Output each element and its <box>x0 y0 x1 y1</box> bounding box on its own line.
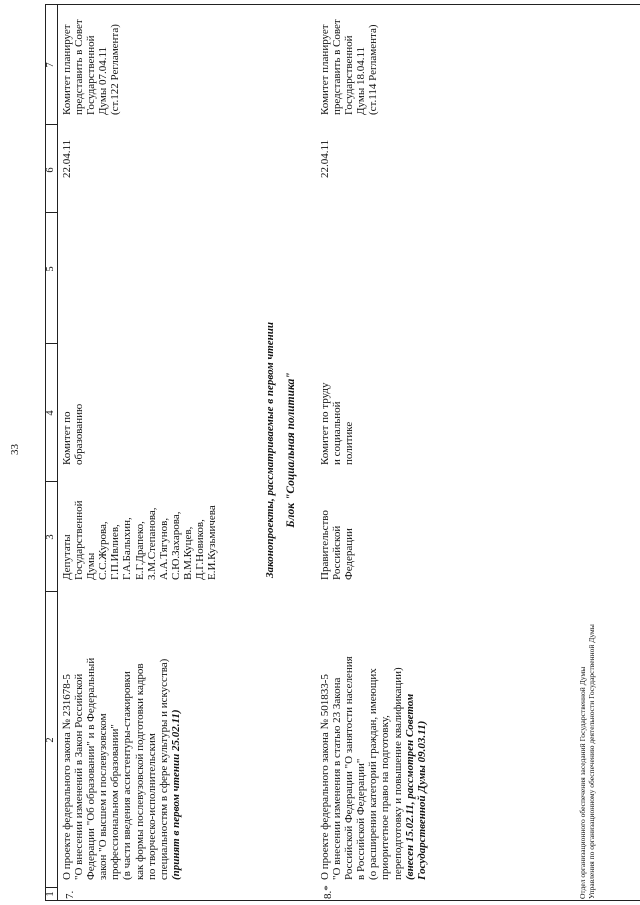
bill-authors: Правительство Российской Федерации <box>319 510 356 580</box>
review-date: 22.04.11 <box>319 139 331 178</box>
col-divider-2-3 <box>45 591 57 592</box>
table-top-line <box>45 5 46 901</box>
col-header-7: 7 <box>45 62 56 68</box>
review-date: 22.04.11 <box>61 139 73 178</box>
table-header-line <box>57 5 58 901</box>
col-header-1: 1 <box>45 891 56 897</box>
col-header-4: 4 <box>45 410 56 416</box>
responsible-committee: Комитет по образованию <box>61 403 86 465</box>
page-number: 33 <box>9 444 21 455</box>
table-left-line <box>45 900 640 901</box>
section-heading: Законопроекты, рассматриваемые в первом чтении <box>264 322 276 578</box>
col-divider-3-4 <box>45 481 57 482</box>
table-right-line <box>45 4 640 5</box>
col-header-3: 3 <box>45 534 56 540</box>
footer-department: Отдел организационного обеспечения заседаний Государственной Думы Управления по организационному обеспечению деятельности Государственной Думы <box>578 624 596 899</box>
col-divider-4-5 <box>45 343 57 344</box>
committee-plan: Комитет планирует представить в Совет Государственной Думы 18.04.11 (ст.114 Регламента) <box>319 19 380 115</box>
col-divider-6-7 <box>45 124 57 125</box>
responsible-committee: Комитет по труду и социальной политике <box>319 382 356 465</box>
bill-title: О проекте федерального закона № 231678-5 "О внесении изменений в Закон Российской Федерации "Об образовании" и в Федеральный закон "О высшем и послевузовском профессиональном образовании" (в части введения ассистентуры-стажировки как формы послевузовской подготовки кадров по творческо-исполнительским специальностям в сфере культуры и искусства) (принят в первом чтении 25.02.11) <box>61 657 182 880</box>
block-heading: Блок "Социальная политика" <box>285 372 297 528</box>
committee-plan: Комитет планирует представить в Совет Государственной Думы 07.04.11 (ст.122 Регламента) <box>61 19 122 115</box>
col-divider-5-6 <box>45 212 57 213</box>
col-header-5: 5 <box>45 266 56 272</box>
row-number: 8.* <box>322 885 334 899</box>
col-header-2: 2 <box>45 737 56 743</box>
bill-authors: Депутаты Государственной Думы С.С.Журова, Г.П.Ивлиев, Г.А.Балыхин, Е.Г.Драпеко, З.М.Степанова, А.А.Тягунов, С.Ю.Захарова, В.М.Куцев, Д.Г.Новиков, Е.И.Кузьмичева <box>61 500 219 580</box>
bill-title: О проекте федерального закона № 501833-5 "О внесении изменения в статью 23 Закона Российской Федерации "О занятости населения в Российской Федерации" (о расширении категорий граждан, имеющих приоритетное право на подготовку, переподготовку и повышение квалификации) (внесен 15.02.11, рассмотрен Советом Государственной Думы 09.03.11) <box>319 656 428 880</box>
col-header-6: 6 <box>45 167 56 173</box>
row-number: 7. <box>64 890 76 899</box>
